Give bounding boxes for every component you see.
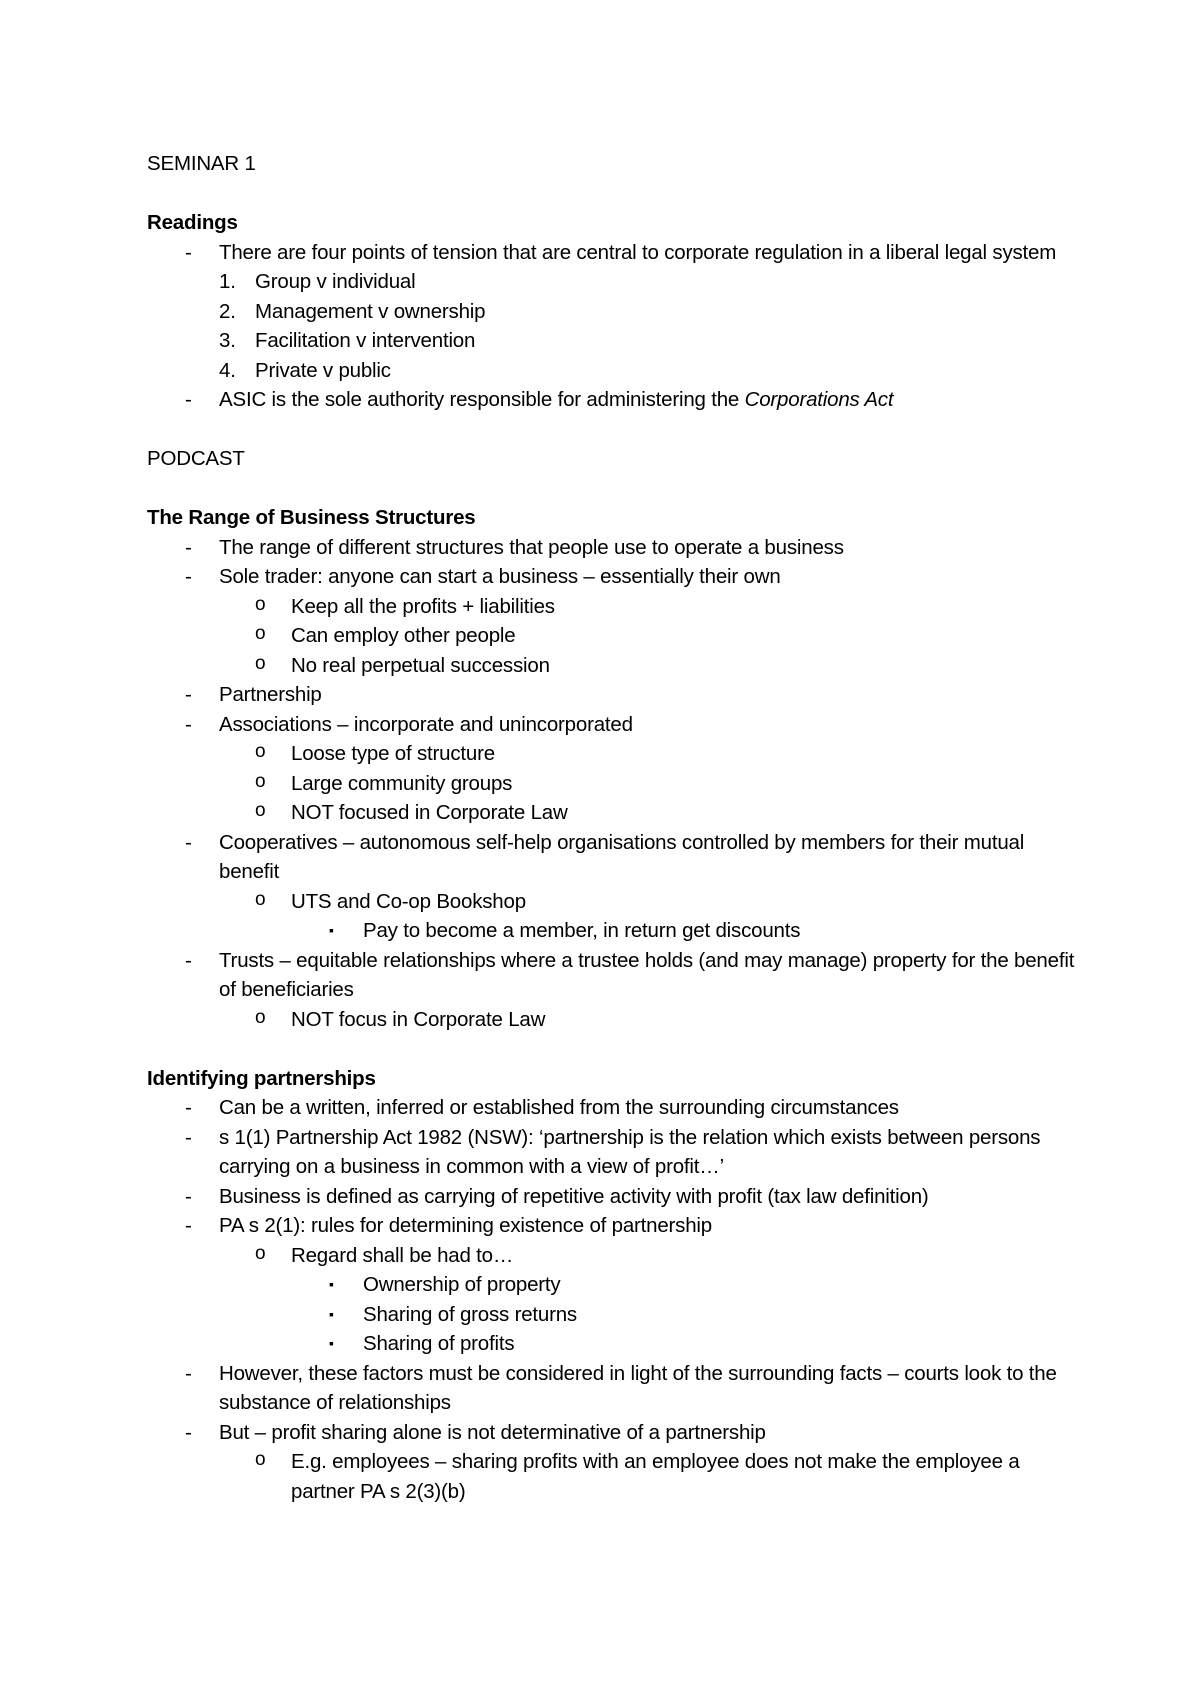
list-item-text: Group v individual xyxy=(255,270,416,293)
list-item xyxy=(147,710,1087,828)
list-item xyxy=(291,1270,1087,1300)
list-item xyxy=(219,592,1087,622)
list-number: 2. xyxy=(219,299,236,323)
list-item-text: s 1(1) Partnership Act 1982 (NSW): ‘partnership is the relation which exists between persons carrying on a business in common with a view of profit…’ xyxy=(219,1125,1041,1178)
dash-bullet: - xyxy=(185,1096,192,1119)
circle-bullet: o xyxy=(255,741,266,762)
tensions-list xyxy=(219,267,1087,385)
trusts-list xyxy=(219,1005,1087,1035)
list-item-text: Keep all the profits + liabilities xyxy=(291,594,555,618)
list-item xyxy=(219,1447,1087,1506)
list-item xyxy=(147,1182,1087,1212)
list-item-text: UTS and Co-op Bookshop xyxy=(291,889,526,913)
list-number: 3. xyxy=(219,329,236,352)
range-heading: The Range of Business Structures xyxy=(147,506,476,529)
list-item xyxy=(219,887,1087,946)
list-item-text: Sharing of profits xyxy=(363,1332,515,1355)
list-item-text: Can be a written, inferred or established from the surrounding circumstances xyxy=(219,1096,899,1119)
dash-bullet: - xyxy=(185,830,192,854)
list-number: 4. xyxy=(219,358,236,382)
list-item-text: Associations – incorporate and unincorporated xyxy=(219,712,633,736)
circle-bullet: o xyxy=(255,770,266,792)
associations-list xyxy=(219,739,1087,828)
list-item-text: NOT focus in Corporate Law xyxy=(291,1007,546,1031)
act-title: Corporations Act xyxy=(744,388,894,411)
list-item-text: Large community groups xyxy=(291,771,513,795)
list-item-text: Pay to become a member, in return get discounts xyxy=(363,919,801,942)
dash-bullet: - xyxy=(185,1420,192,1444)
circle-bullet: o xyxy=(255,593,266,615)
factors-list xyxy=(291,1270,1087,1359)
podcast-heading: PODCAST xyxy=(147,447,245,470)
circle-bullet: o xyxy=(255,623,266,644)
list-item-text: No real perpetual succession xyxy=(291,653,550,677)
list-item-text: Facilitation v intervention xyxy=(255,329,476,352)
list-item xyxy=(219,1005,1087,1035)
list-item xyxy=(291,916,1087,946)
list-item xyxy=(219,326,1087,356)
partnerships-list xyxy=(147,1093,1087,1506)
list-item xyxy=(147,1359,1087,1418)
page-title: SEMINAR 1 xyxy=(147,152,256,175)
readings-heading: Readings xyxy=(147,211,238,234)
list-item xyxy=(147,1418,1087,1507)
list-item xyxy=(219,798,1087,828)
dash-bullet: - xyxy=(185,1184,192,1208)
circle-bullet: o xyxy=(255,888,266,910)
circle-bullet: o xyxy=(255,800,266,821)
list-number: 1. xyxy=(219,270,236,293)
circle-bullet: o xyxy=(255,1006,266,1028)
sole-trader-list xyxy=(219,592,1087,681)
list-item xyxy=(219,621,1087,651)
spacer xyxy=(147,415,1087,445)
list-item xyxy=(147,562,1087,680)
list-item xyxy=(219,356,1087,386)
dash-bullet: - xyxy=(185,565,192,588)
list-item-text: Private v public xyxy=(255,358,391,382)
list-item xyxy=(147,1123,1087,1182)
list-item xyxy=(147,1093,1087,1123)
regard-list xyxy=(219,1241,1087,1359)
list-item xyxy=(147,1211,1087,1359)
list-item-text: Sharing of gross returns xyxy=(363,1302,577,1326)
dash-bullet: - xyxy=(185,1361,192,1385)
list-item xyxy=(147,680,1087,710)
list-item-text: Business is defined as carrying of repetitive activity with profit (tax law definition) xyxy=(219,1184,929,1208)
list-item-text: E.g. employees – sharing profits with an employee does not make the employee a partner PA s 2(3)(b) xyxy=(291,1450,1020,1503)
square-bullet: ▪ xyxy=(329,1335,334,1351)
list-item-text: PA s 2(1): rules for determining existence of partnership xyxy=(219,1214,712,1237)
square-bullet: ▪ xyxy=(329,1305,334,1322)
circle-bullet: o xyxy=(255,1449,266,1470)
readings-list xyxy=(147,238,1087,415)
dash-bullet: - xyxy=(185,240,192,264)
spacer xyxy=(147,179,1087,209)
dash-bullet: - xyxy=(185,535,192,559)
list-item-text: Ownership of property xyxy=(363,1273,561,1296)
list-item-text: Sole trader: anyone can start a business – essentially their own xyxy=(219,565,781,588)
spacer xyxy=(147,474,1087,504)
list-item xyxy=(291,1300,1087,1330)
circle-bullet: o xyxy=(255,652,266,674)
list-item-text: ASIC is the sole authority responsible for administering the xyxy=(219,388,745,411)
list-item-text: Cooperatives – autonomous self-help organisations controlled by members for their mutual benefit xyxy=(219,830,1025,883)
example-list xyxy=(219,1447,1087,1506)
document-body xyxy=(147,149,1087,1506)
partnerships-heading: Identifying partnerships xyxy=(147,1066,376,1090)
square-bullet: ▪ xyxy=(329,1276,334,1292)
list-item xyxy=(219,651,1087,681)
list-item xyxy=(219,1241,1087,1359)
list-item-text: Can employ other people xyxy=(291,624,516,647)
list-item-text: But – profit sharing alone is not determinative of a partnership xyxy=(219,1420,766,1444)
dash-bullet: - xyxy=(185,948,192,972)
list-item xyxy=(219,267,1087,297)
list-item-text: However, these factors must be considered in light of the surrounding facts – courts look to the substance of relationships xyxy=(219,1361,1057,1414)
list-item-text: Trusts – equitable relationships where a trustee holds (and may manage) property for the benefit of beneficiaries xyxy=(219,948,1075,1001)
list-item xyxy=(219,769,1087,799)
list-item-text: Management v ownership xyxy=(255,299,486,323)
dash-bullet: - xyxy=(185,1214,192,1237)
list-item-text: The range of different structures that people use to operate a business xyxy=(219,535,844,559)
structures-list xyxy=(147,533,1087,1035)
spacer xyxy=(147,1034,1087,1064)
cooperatives-list xyxy=(219,887,1087,946)
dash-bullet: - xyxy=(185,1125,192,1149)
list-item xyxy=(147,533,1087,563)
cooperatives-sublist xyxy=(291,916,1087,946)
list-item xyxy=(147,385,1087,415)
dash-bullet: - xyxy=(185,388,192,411)
list-item xyxy=(219,297,1087,327)
dash-bullet: - xyxy=(185,712,192,736)
list-item-text: NOT focused in Corporate Law xyxy=(291,801,568,824)
list-item xyxy=(147,828,1087,946)
list-item-text: There are four points of tension that are central to corporate regulation in a liberal legal system xyxy=(219,240,1057,264)
list-item xyxy=(219,739,1087,769)
circle-bullet: o xyxy=(255,1242,266,1264)
square-bullet: ▪ xyxy=(329,922,334,938)
list-item-text: Partnership xyxy=(219,683,322,706)
list-item xyxy=(147,946,1087,1035)
list-item-text: Loose type of structure xyxy=(291,742,495,765)
list-item xyxy=(147,238,1087,386)
list-item xyxy=(291,1329,1087,1359)
list-item-text: Regard shall be had to… xyxy=(291,1243,514,1267)
dash-bullet: - xyxy=(185,683,192,706)
